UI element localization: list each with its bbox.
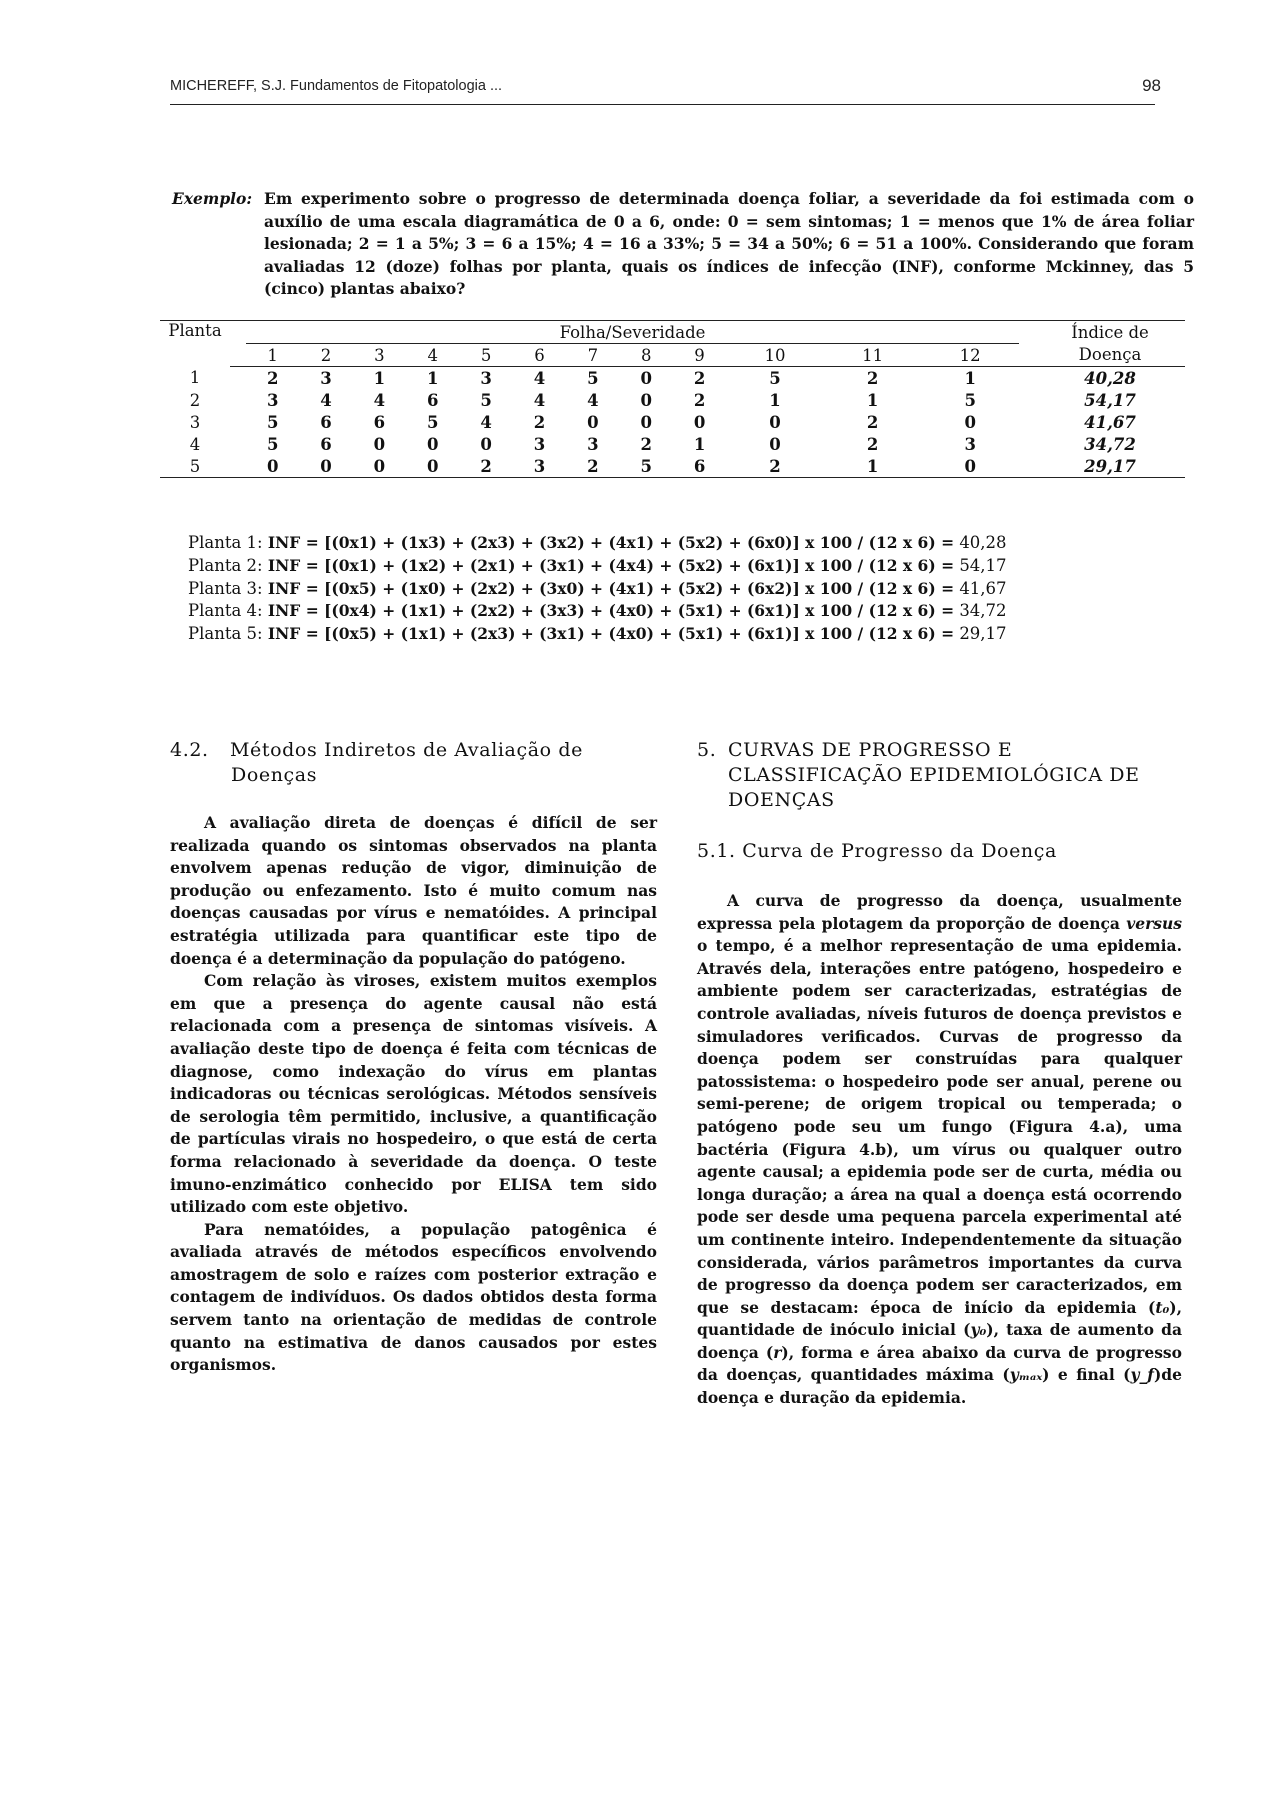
disease-index-cell: 41,67 (1084, 412, 1136, 432)
right-p1-versus: versus (1126, 913, 1182, 933)
severity-cell: 5 (266, 434, 279, 454)
section-5-number: 5. (697, 739, 717, 761)
section-4-2-title-line2: Doenças (231, 764, 318, 786)
plant-number-cell: 3 (189, 412, 201, 432)
section-5-title-line2: CLASSIFICAÇÃO EPIDEMIOLÓGICA DE (728, 764, 1140, 786)
severity-table (160, 320, 1185, 478)
left-paragraph-1: A avaliação direta de doenças é difícil de ser realizada quando os sintomas observados na planta envolvem apenas redução de vigor, diminuição de produção ou enfezamento. Isto é muito comum nas doenças causadas por vírus e nematóides. A principal estratégia utilizada para quantificar este tipo de doença é a determinação da população do patógeno. (170, 813, 657, 968)
leaf-number-header: 11 (824, 344, 922, 367)
severity-cell: 0 (640, 368, 652, 388)
table-row (160, 433, 1185, 455)
severity-cell: 3 (513, 455, 566, 478)
severity-cell: 0 (246, 455, 299, 478)
right-paragraph-1 (697, 890, 1182, 1410)
severity-cell: 3 (587, 434, 599, 454)
formula-plant-label: Planta 3: (188, 578, 263, 598)
severity-cell: 2 (566, 455, 619, 478)
severity-cell: 0 (640, 412, 652, 432)
plant-number-cell: 1 (189, 368, 201, 388)
right-p1-part-b: o tempo, é a melhor representação de uma epidemia. Através dela, interações entre patógeno, hospedeiro e ambiente podem ser caracterizadas, estratégias de controle avaliadas, níveis futuros de doença previstos e simuladores verificados. Curvas de progresso da doença podem ser construídas para qualquer patossistema: o hospedeiro pode ser anual, perene ou semi-perene; de origem tropical ou temperada; o patógeno pode seu um fungo (Figura 4.a), uma bactéria (Figura 4.b), um vírus ou qualquer outro agente causal; a epidemia pode ser de curta, média ou longa duração; a área na qual a doença está ocorrendo pode ser desde uma pequena parcela experimental até um continente inteiro. Independentemente da situação considerada, vários parâmetros importantes da curva de progresso da doença podem ser caracterizados, em que se destacam: época de início da epidemia ( (697, 936, 1182, 1317)
right-p1-r: r (773, 1342, 782, 1362)
severity-cell: 1 (373, 368, 386, 388)
right-p1-part-a: A curva de progresso da doença, usualmente expressa pela plotagem da proporção de doença (697, 891, 1182, 933)
formula-expression: INF = [(0x4) + (1x1) + (2x2) + (3x3) + (4x0) + (5x1) + (6x1)] x 100 / (12 x 6) = (267, 601, 955, 621)
severity-cell: 0 (964, 412, 976, 432)
severity-cell: 3 (533, 434, 546, 454)
severity-cell: 2 (866, 368, 879, 388)
table-row (160, 389, 1185, 411)
col-header-planta: Planta (160, 321, 230, 367)
example-block (172, 188, 1194, 301)
section-4-2-heading (170, 738, 657, 788)
severity-cell: 1 (964, 368, 976, 388)
left-paragraph-3: Para nematóides, a população patogênica é avaliada através de métodos específicos envolvendo amostragem de solo e raízes com posterior extração e contagem de indivíduos. Os dados obtidos desta forma servem tanto na orientação de medidas de controle quanto na estimativa de danos causados por estes organismos. (170, 1219, 657, 1375)
severity-cell: 6 (320, 412, 332, 432)
leaf-number-header: 6 (513, 344, 566, 367)
right-p1-ymax: yₘₐₓ (1009, 1365, 1043, 1385)
severity-cell: 0 (373, 434, 386, 454)
table-row (160, 411, 1185, 433)
formula-result: 34,72 (959, 601, 1007, 621)
severity-cell: 2 (726, 455, 824, 478)
severity-cell: 0 (299, 455, 352, 478)
formula-line (188, 555, 1007, 578)
severity-cell: 4 (587, 390, 599, 410)
formula-result: 54,17 (959, 555, 1007, 575)
severity-cell: 5 (587, 368, 599, 388)
col-header-indice-line2: Doença (1035, 344, 1185, 367)
right-p1-part-e: ), forma e área abaixo da curva de progresso da doenças, quantidades máxima ( (697, 1342, 1182, 1385)
formula-plant-label: Planta 4: (188, 601, 263, 621)
leaf-number-header: 8 (620, 344, 673, 367)
severity-cell: 0 (640, 390, 652, 410)
severity-cell: 1 (769, 390, 781, 410)
section-5-title-line3: DOENÇAS (728, 789, 835, 811)
severity-cell: 4 (320, 390, 332, 410)
right-p1-part-f: ) e final ( (1042, 1365, 1131, 1385)
leaf-number-header: 3 (353, 344, 406, 367)
severity-cell: 5 (266, 412, 279, 432)
severity-cell: 6 (320, 434, 332, 454)
formula-result: 41,67 (959, 578, 1007, 598)
formula-plant-label: Planta 1: (188, 533, 263, 552)
left-column (170, 738, 657, 1377)
disease-index-cell: 54,17 (1084, 390, 1136, 410)
formula-plant-label: Planta 5: (188, 624, 263, 644)
severity-cell: 4 (373, 390, 386, 410)
col-header-folha-severidade: Folha/Severidade (246, 321, 1019, 344)
example-label (172, 188, 252, 211)
example-label-colon: : (246, 189, 253, 208)
leaf-number-header: 9 (673, 344, 726, 367)
leaf-number-header: 5 (459, 344, 512, 367)
leaf-number-header: 12 (921, 344, 1019, 367)
formula-line (188, 532, 1007, 555)
formula-expression: INF = [(0x5) + (1x0) + (2x2) + (3x0) + (4x1) + (5x2) + (6x2)] x 100 / (12 x 6) = (267, 578, 955, 598)
severity-cell: 4 (533, 390, 546, 410)
formula-expression: INF = [(0x1) + (1x3) + (2x3) + (3x2) + (4x1) + (5x2) + (6x0)] x 100 / (12 x 6) = (267, 533, 955, 552)
example-text: Em experimento sobre o progresso de determinada doença foliar, a severidade da foi estimada com o auxílio de uma escala diagramática de 0 a 6, onde: 0 = sem sintomas; 1 = menos que 1% de área foliar lesionada; 2 = 1 a 5%; 3 = 6 a 15%; 4 = 16 a 33%; 5 = 34 a 50%; 6 = 51 a 100%. Considerando que foram avaliadas 12 (doze) folhas por planta, quais os índices de infecção (INF), conforme Mckinney, das 5 (cinco) plantas abaixo? (264, 189, 1194, 298)
formula-result: 40,28 (959, 533, 1007, 552)
leaf-number-header: 10 (726, 344, 824, 367)
severity-cell: 1 (693, 434, 706, 454)
section-5-title-line1: CURVAS DE PROGRESSO E (728, 739, 1013, 761)
leaf-number-header: 1 (246, 344, 299, 367)
plant-number-cell: 2 (189, 390, 201, 410)
plant-number-cell: 5 (160, 455, 230, 478)
right-p1-part-d: ), taxa de aumento da doença ( (697, 1320, 1182, 1362)
severity-cell: 3 (266, 390, 279, 410)
severity-cell: 5 (964, 390, 976, 410)
severity-cell: 2 (459, 455, 512, 478)
severity-cell: 2 (693, 390, 706, 410)
severity-cell: 6 (373, 412, 386, 432)
severity-cell: 5 (480, 390, 492, 410)
leaf-number-header: 7 (566, 344, 619, 367)
severity-cell: 5 (427, 412, 439, 432)
severity-cell: 0 (480, 434, 492, 454)
disease-index-cell: 29,17 (1035, 455, 1185, 478)
section-5-heading (697, 738, 1182, 813)
right-p1-part-g: )de doença e duração da epidemia. (697, 1365, 1182, 1408)
right-p1-part-c: ), quantidade de inóculo inicial ( (697, 1297, 1182, 1340)
right-p1-y0: y₀ (970, 1320, 987, 1340)
header-citation: MICHEREFF, S.J. Fundamentos de Fitopatologia ... (170, 78, 503, 94)
page-number: 98 (1142, 76, 1161, 95)
severity-cell: 0 (427, 434, 439, 454)
severity-cell: 4 (533, 368, 546, 388)
severity-cell: 1 (824, 455, 922, 478)
severity-cell: 1 (866, 390, 879, 410)
severity-cell: 6 (427, 390, 439, 410)
severity-cell: 3 (480, 368, 492, 388)
severity-cell: 0 (406, 455, 459, 478)
formula-line (188, 623, 1007, 646)
leaf-number-header: 2 (299, 344, 352, 367)
formula-result: 29,17 (959, 624, 1007, 644)
running-header (170, 76, 1161, 105)
formula-list (188, 532, 1007, 646)
leaf-number-header: 4 (406, 344, 459, 367)
severity-cell: 2 (640, 434, 652, 454)
severity-cell: 5 (769, 368, 781, 388)
severity-cell: 2 (693, 368, 706, 388)
severity-cell: 0 (693, 412, 706, 432)
section-4-2-number: 4.2. (170, 739, 209, 761)
severity-cell: 0 (769, 412, 781, 432)
right-p1-yf: y_f (1130, 1365, 1154, 1385)
section-4-2-title-line1: Métodos Indiretos de Avaliação de (230, 739, 583, 761)
table-row (160, 367, 1185, 390)
severity-cell: 3 (964, 434, 976, 454)
severity-cell: 4 (480, 412, 492, 432)
formula-plant-label: Planta 2: (188, 555, 263, 575)
disease-index-cell: 40,28 (1084, 368, 1136, 388)
severity-cell: 0 (587, 412, 599, 432)
formula-line (188, 600, 1007, 623)
severity-cell: 2 (533, 412, 546, 432)
right-p1-t0: t₀ (1155, 1297, 1170, 1317)
right-column (697, 738, 1182, 1410)
severity-cell: 0 (921, 455, 1019, 478)
severity-cell: 5 (620, 455, 673, 478)
table-row (160, 455, 1185, 478)
formula-expression: INF = [(0x1) + (1x2) + (2x1) + (3x1) + (4x4) + (5x2) + (6x1)] x 100 / (12 x 6) = (267, 555, 955, 575)
severity-cell: 3 (320, 368, 332, 388)
severity-cell: 0 (769, 434, 781, 454)
severity-cell: 1 (427, 368, 439, 388)
plant-number-cell: 4 (189, 434, 201, 454)
severity-cell: 2 (866, 434, 879, 454)
col-header-indice-line1: Índice de (1035, 321, 1185, 344)
example-label-text: Exemplo (172, 189, 247, 208)
severity-cell: 6 (673, 455, 726, 478)
left-paragraph-2: Com relação às viroses, existem muitos exemplos em que a presença do agente causal não está relacionada com a presença de sintomas visíveis. A avaliação deste tipo de doença é feita com técnicas de diagnose, como indexação do vírus em plantas indicadoras ou técnicas serológicas. Métodos sensíveis de serologia têm permitido, inclusive, a quantificação de partículas virais no hospedeiro, o que está de certa forma relacionado à severidade da doença. O teste imuno-enzimático conhecido por ELISA tem sido utilizado com este objetivo. (170, 971, 657, 1217)
formula-expression: INF = [(0x5) + (1x1) + (2x3) + (3x1) + (4x0) + (5x1) + (6x1)] x 100 / (12 x 6) = (267, 624, 955, 644)
disease-index-cell: 34,72 (1084, 434, 1136, 454)
formula-line (188, 578, 1007, 601)
section-5-1-heading: 5.1. Curva de Progresso da Doença (697, 840, 1057, 862)
severity-cell: 0 (353, 455, 406, 478)
severity-cell: 2 (266, 368, 279, 388)
severity-cell: 2 (866, 412, 879, 432)
